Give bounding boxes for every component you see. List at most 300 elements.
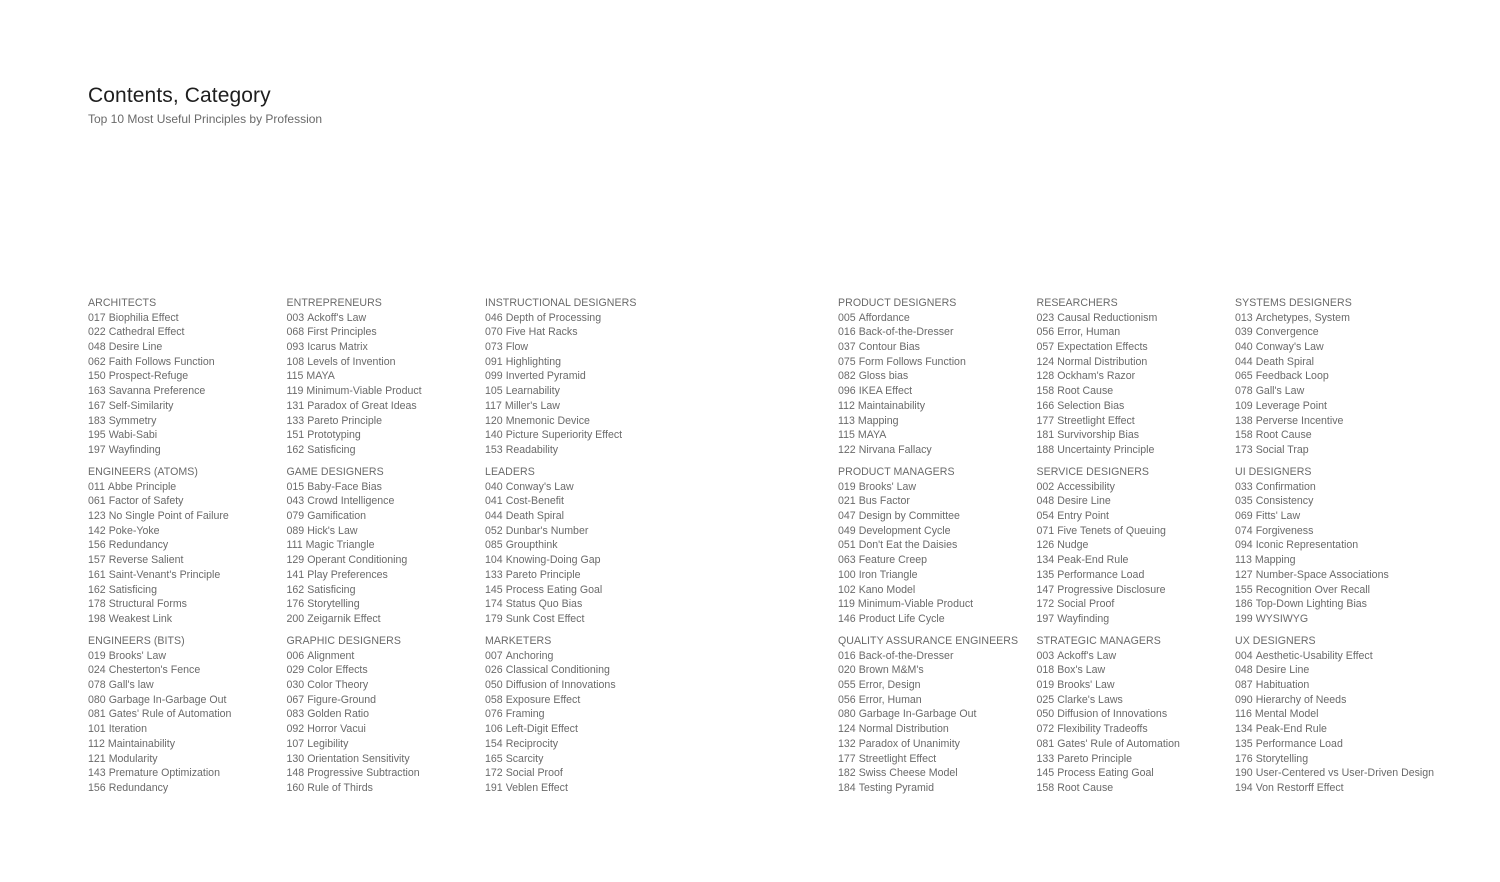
- principle-name: First Principles: [307, 326, 377, 339]
- principle-name: Recognition Over Recall: [1255, 583, 1370, 596]
- principle-name: Iron Triangle: [858, 568, 918, 581]
- principle-number: 052: [485, 524, 503, 537]
- principle-name: Root Cause: [1057, 781, 1114, 794]
- principle-entry: [838, 568, 1048, 583]
- principle-name: Prospect-Refuge: [108, 370, 189, 383]
- principle-entry: [88, 524, 298, 539]
- principle-entry: [485, 737, 695, 752]
- principle-entry: [485, 583, 695, 598]
- principle-number: 067: [286, 693, 305, 706]
- principle-entry: [287, 781, 497, 796]
- principle-number: 200: [286, 612, 305, 625]
- principle-name: Paradox of Unanimity: [858, 737, 960, 750]
- principle-name: Storytelling: [307, 598, 360, 611]
- principle-name: Color Theory: [307, 679, 369, 692]
- principle-name: Reciprocity: [505, 737, 559, 750]
- principle-entry: [88, 649, 298, 664]
- principle-number: 112: [838, 399, 855, 412]
- principle-name: Confirmation: [1255, 480, 1316, 493]
- principle-number: 154: [485, 737, 503, 750]
- principle-entry: [287, 524, 497, 539]
- principle-name: Death Spiral: [1255, 355, 1314, 368]
- principle-entry: [287, 663, 497, 678]
- principle-name: Wabi-Sabi: [108, 429, 158, 442]
- principle-number: 030: [286, 679, 305, 692]
- principle-number: 197: [88, 443, 106, 456]
- principle-entry: [287, 553, 497, 568]
- principle-name: Entry Point: [1057, 510, 1110, 523]
- principle-name: Design by Committee: [858, 510, 960, 523]
- principle-name: Maintainability: [857, 399, 926, 412]
- principle-name: MAYA: [306, 370, 335, 383]
- principle-entry: [287, 340, 497, 355]
- principle-name: Minimum-Viable Product: [857, 598, 974, 611]
- category-section-graphic-designers: [287, 634, 497, 796]
- principle-entry: [838, 781, 1048, 796]
- principle-number: 019: [88, 649, 106, 662]
- principle-name: Progressive Subtraction: [307, 767, 420, 780]
- principle-entry: [1037, 325, 1247, 340]
- category-heading: RESEARCHERS: [1036, 297, 1118, 309]
- category-section-researchers: [1037, 296, 1247, 458]
- principle-entry: [88, 737, 298, 752]
- principle-number: 162: [88, 583, 106, 596]
- principle-name: Framing: [505, 708, 545, 721]
- principle-entry: [287, 414, 497, 429]
- principle-entry: [485, 693, 695, 708]
- principle-entry: [838, 678, 1048, 693]
- principle-entry: [485, 707, 695, 722]
- principle-entry: [88, 443, 298, 458]
- principle-number: 021: [838, 495, 856, 508]
- principle-entry: [287, 597, 497, 612]
- principle-name: Baby-Face Bias: [307, 480, 382, 493]
- principle-number: 092: [286, 723, 305, 736]
- principle-name: IKEA Effect: [858, 385, 913, 398]
- principle-number: 101: [88, 723, 106, 736]
- principle-number: 078: [1235, 385, 1253, 398]
- principle-name: Causal Reductionism: [1057, 311, 1158, 324]
- principle-number: 006: [286, 649, 305, 662]
- principle-entry: [1235, 693, 1445, 708]
- principle-number: 194: [1235, 781, 1253, 794]
- principle-entry: [485, 414, 695, 429]
- principle-entry: [485, 369, 695, 384]
- principle-name: Peak-End Rule: [1255, 723, 1327, 736]
- principle-entry: [485, 568, 695, 583]
- principle-name: Flow: [505, 341, 529, 354]
- principle-number: 190: [1235, 767, 1253, 780]
- principle-name: Crowd Intelligence: [307, 495, 395, 508]
- principle-number: 195: [88, 429, 106, 442]
- principle-name: Iconic Representation: [1255, 539, 1359, 552]
- principle-number: 143: [88, 767, 106, 780]
- principle-name: Minimum-Viable Product: [306, 385, 422, 398]
- page-subtitle: Top 10 Most Useful Principles by Profession: [88, 112, 323, 126]
- principle-number: 131: [286, 399, 305, 412]
- principle-number: 112: [88, 737, 105, 750]
- principle-name: User-Centered vs User-Driven Design: [1255, 767, 1435, 780]
- principle-entry: [1037, 707, 1247, 722]
- principle-name: Convergence: [1255, 326, 1319, 339]
- principle-number: 076: [485, 708, 503, 721]
- principle-number: 178: [88, 598, 106, 611]
- principle-entry: [838, 752, 1048, 767]
- principle-number: 162: [286, 443, 305, 456]
- principle-number: 156: [88, 781, 106, 794]
- principle-number: 111: [286, 539, 303, 552]
- principle-number: 055: [838, 679, 856, 692]
- principle-entry: [1235, 766, 1445, 781]
- principle-name: Cost-Benefit: [505, 495, 564, 508]
- principle-number: 191: [485, 781, 503, 794]
- principle-entry: [485, 722, 695, 737]
- principle-entry: [287, 311, 497, 326]
- principle-entry: [1037, 509, 1247, 524]
- principle-entry: [485, 597, 695, 612]
- principle-name: Wayfinding: [1057, 612, 1110, 625]
- principle-entry: [287, 752, 497, 767]
- principle-name: Normal Distribution: [858, 723, 949, 736]
- principle-name: Satisficing: [307, 583, 356, 596]
- principle-entry: [1235, 722, 1445, 737]
- principle-name: MAYA: [857, 429, 887, 442]
- principle-entry: [1235, 649, 1445, 664]
- principle-number: 167: [88, 399, 106, 412]
- category-section-service-designers: [1037, 465, 1247, 627]
- principle-number: 089: [286, 524, 305, 537]
- principle-entry: [88, 340, 298, 355]
- principle-name: Desire Line: [1255, 664, 1310, 677]
- principle-number: 124: [1036, 355, 1055, 368]
- principle-number: 093: [286, 341, 305, 354]
- principle-entry: [88, 568, 298, 583]
- category-heading: INSTRUCTIONAL DESIGNERS: [485, 297, 637, 309]
- principle-name: Accessibility: [1057, 480, 1115, 493]
- principle-entry: [1235, 480, 1445, 495]
- principle-entry: [1235, 568, 1445, 583]
- principle-number: 041: [485, 495, 503, 508]
- principle-name: Alignment: [307, 649, 355, 662]
- principle-name: Highlighting: [505, 355, 562, 368]
- principle-name: Left-Digit Effect: [505, 723, 578, 736]
- principle-entry: [485, 494, 695, 509]
- principle-entry: [88, 311, 298, 326]
- principle-number: 108: [286, 355, 305, 368]
- principle-name: Flexibility Tradeoffs: [1057, 723, 1148, 736]
- category-heading: SYSTEMS DESIGNERS: [1235, 297, 1352, 309]
- principle-name: Structural Forms: [108, 598, 187, 611]
- principle-number: 016: [838, 326, 856, 339]
- category-section-instructional-designers: [485, 296, 695, 458]
- principle-name: Biophilia Effect: [108, 311, 179, 324]
- principle-entry: [1235, 781, 1445, 796]
- principle-entry: [287, 480, 497, 495]
- principle-number: 121: [88, 752, 106, 765]
- principle-name: Miller's Law: [504, 399, 560, 412]
- category-heading: ENGINEERS (BITS): [88, 635, 185, 647]
- principle-entry: [88, 553, 298, 568]
- principle-name: Von Restorff Effect: [1255, 781, 1344, 794]
- principle-name: Iteration: [108, 723, 147, 736]
- principle-name: Cathedral Effect: [108, 326, 185, 339]
- principle-name: Gall's law: [108, 679, 154, 692]
- principle-entry: [838, 384, 1048, 399]
- principle-name: Contour Bias: [858, 341, 920, 354]
- principle-number: 165: [485, 752, 503, 765]
- principle-entry: [287, 494, 497, 509]
- category-heading: UI DESIGNERS: [1235, 466, 1312, 478]
- principle-name: Zeigarnik Effect: [307, 612, 381, 625]
- principle-name: Redundancy: [108, 781, 169, 794]
- principle-name: Back-of-the-Dresser: [858, 326, 954, 339]
- principle-number: 019: [1036, 679, 1055, 692]
- principle-entry: [287, 355, 497, 370]
- principle-number: 040: [485, 480, 503, 493]
- principle-name: Error, Human: [1057, 326, 1121, 339]
- principle-number: 133: [286, 414, 305, 427]
- principle-name: Habituation: [1255, 679, 1310, 692]
- principle-name: Levels of Invention: [307, 355, 396, 368]
- principle-number: 073: [485, 341, 503, 354]
- principle-number: 054: [1036, 510, 1055, 523]
- principle-number: 102: [838, 583, 856, 596]
- category-section-product-designers: [838, 296, 1048, 458]
- principle-name: Horror Vacui: [307, 723, 366, 736]
- principle-name: Forgiveness: [1255, 524, 1314, 537]
- category-heading: STRATEGIC MANAGERS: [1036, 635, 1161, 647]
- principle-name: Play Preferences: [307, 568, 388, 581]
- principle-entry: [88, 678, 298, 693]
- principle-number: 078: [88, 679, 106, 692]
- principle-name: Saint-Venant's Principle: [108, 568, 221, 581]
- principle-entry: [1037, 428, 1247, 443]
- principle-number: 183: [88, 414, 106, 427]
- principle-entry: [88, 494, 298, 509]
- principle-name: Factor of Safety: [108, 495, 184, 508]
- principle-name: Modularity: [108, 752, 158, 765]
- principle-entry: [485, 311, 695, 326]
- principle-name: Perverse Incentive: [1255, 414, 1344, 427]
- principle-number: 176: [286, 598, 305, 611]
- principle-number: 107: [286, 737, 305, 750]
- principle-name: Garbage In-Garbage Out: [858, 708, 977, 721]
- principle-name: Five Hat Racks: [505, 326, 578, 339]
- principle-number: 163: [88, 385, 106, 398]
- principle-number: 119: [838, 598, 855, 611]
- principle-name: Premature Optimization: [108, 767, 220, 780]
- principle-number: 005: [838, 311, 856, 324]
- principle-number: 148: [286, 767, 305, 780]
- principle-entry: [838, 325, 1048, 340]
- principle-name: Figure-Ground: [307, 693, 377, 706]
- principle-number: 150: [88, 370, 106, 383]
- principle-name: Selection Bias: [1057, 399, 1125, 412]
- principle-number: 090: [1235, 693, 1253, 706]
- principle-name: Sunk Cost Effect: [505, 612, 585, 625]
- principle-name: Box's Law: [1057, 664, 1106, 677]
- principle-name: Golden Ratio: [307, 708, 370, 721]
- principle-number: 113: [838, 414, 855, 427]
- principle-number: 141: [286, 568, 305, 581]
- principle-number: 145: [1036, 767, 1055, 780]
- principle-name: Color Effects: [307, 664, 368, 677]
- principle-entry: [1037, 663, 1247, 678]
- principle-entry: [838, 737, 1048, 752]
- principle-number: 127: [1235, 568, 1253, 581]
- principle-entry: [485, 678, 695, 693]
- principle-number: 070: [485, 326, 503, 339]
- principle-entry: [88, 597, 298, 612]
- principle-entry: [838, 766, 1048, 781]
- principle-entry: [287, 428, 497, 443]
- principle-number: 096: [838, 385, 856, 398]
- principle-name: Brooks' Law: [1057, 679, 1115, 692]
- principle-name: Status Quo Bias: [505, 598, 583, 611]
- principle-entry: [1235, 678, 1445, 693]
- principle-entry: [1235, 707, 1445, 722]
- principle-entry: [287, 369, 497, 384]
- category-heading: GAME DESIGNERS: [286, 466, 384, 478]
- principle-number: 134: [1235, 723, 1253, 736]
- principle-entry: [838, 707, 1048, 722]
- principle-number: 142: [88, 524, 106, 537]
- principle-number: 157: [88, 554, 106, 567]
- principle-name: Savanna Preference: [108, 385, 206, 398]
- principle-name: Hierarchy of Needs: [1255, 693, 1347, 706]
- principle-name: Brooks' Law: [108, 649, 167, 662]
- principle-number: 155: [1235, 583, 1253, 596]
- principle-name: Product Life Cycle: [858, 612, 945, 625]
- principle-number: 056: [838, 693, 856, 706]
- principle-number: 162: [286, 583, 305, 596]
- principle-entry: [1235, 443, 1445, 458]
- principle-entry: [485, 766, 695, 781]
- principle-entry: [1037, 494, 1247, 509]
- principle-name: Orientation Sensitivity: [307, 752, 410, 765]
- principle-number: 158: [1235, 429, 1253, 442]
- principle-name: Root Cause: [1255, 429, 1312, 442]
- principle-number: 044: [1235, 355, 1253, 368]
- principle-number: 100: [838, 568, 856, 581]
- category-heading: UX DESIGNERS: [1235, 635, 1316, 647]
- principle-entry: [1037, 781, 1247, 796]
- principle-entry: [1037, 480, 1247, 495]
- principle-name: Weakest Link: [108, 612, 173, 625]
- principle-entry: [1235, 612, 1445, 627]
- principle-name: Affordance: [858, 311, 910, 324]
- principle-entry: [1235, 737, 1445, 752]
- principle-entry: [287, 649, 497, 664]
- principle-number: 081: [88, 708, 106, 721]
- principle-entry: [838, 538, 1048, 553]
- principle-entry: [1037, 399, 1247, 414]
- principle-number: 048: [88, 341, 106, 354]
- principle-entry: [838, 524, 1048, 539]
- principle-number: 003: [286, 311, 305, 324]
- principle-name: Maintainability: [107, 737, 176, 750]
- principle-entry: [1037, 553, 1247, 568]
- principle-entry: [1037, 752, 1247, 767]
- category-heading: QUALITY ASSURANCE ENGINEERS: [838, 635, 1019, 647]
- principle-entry: [1235, 583, 1445, 598]
- principle-entry: [485, 649, 695, 664]
- principle-name: Fitts' Law: [1255, 510, 1301, 523]
- principle-name: Error, Human: [858, 693, 922, 706]
- principle-name: Depth of Processing: [505, 311, 602, 324]
- principle-entry: [838, 693, 1048, 708]
- page-title: Contents, Category: [88, 84, 271, 107]
- principle-name: Abbe Principle: [107, 480, 177, 493]
- principle-number: 050: [1036, 708, 1055, 721]
- principle-number: 046: [485, 311, 503, 324]
- principle-name: Satisficing: [108, 583, 157, 596]
- principle-entry: [838, 355, 1048, 370]
- principle-name: Poke-Yoke: [108, 524, 160, 537]
- principle-entry: [1235, 414, 1445, 429]
- principle-name: Feedback Loop: [1255, 370, 1329, 383]
- principle-number: 022: [88, 326, 106, 339]
- principle-entry: [485, 325, 695, 340]
- principle-number: 058: [485, 693, 503, 706]
- category-heading: MARKETERS: [485, 635, 552, 647]
- principle-name: Dunbar's Number: [505, 524, 589, 537]
- principle-number: 151: [286, 429, 305, 442]
- principle-entry: [1037, 340, 1247, 355]
- principle-name: Bus Factor: [858, 495, 910, 508]
- principle-entry: [287, 443, 497, 458]
- principle-number: 130: [286, 752, 305, 765]
- principle-number: 174: [485, 598, 503, 611]
- principle-number: 158: [1036, 781, 1055, 794]
- principle-number: 013: [1235, 311, 1253, 324]
- principle-number: 063: [838, 554, 856, 567]
- principle-entry: [838, 443, 1048, 458]
- principle-number: 135: [1036, 568, 1055, 581]
- principle-number: 128: [1036, 370, 1055, 383]
- principle-name: Anchoring: [505, 649, 554, 662]
- principle-entry: [287, 612, 497, 627]
- principle-number: 134: [1036, 554, 1055, 567]
- principle-entry: [838, 509, 1048, 524]
- category-heading: ARCHITECTS: [88, 297, 157, 309]
- principle-number: 120: [485, 414, 503, 427]
- principle-name: Garbage In-Garbage Out: [108, 693, 227, 706]
- principle-number: 106: [485, 723, 503, 736]
- principle-entry: [88, 325, 298, 340]
- principle-number: 040: [1235, 341, 1253, 354]
- principle-number: 016: [838, 649, 856, 662]
- principle-number: 024: [88, 664, 106, 677]
- principle-name: Hick's Law: [307, 524, 358, 537]
- principle-entry: [1037, 311, 1247, 326]
- principle-name: Conway's Law: [1255, 341, 1324, 354]
- principle-entry: [1235, 340, 1445, 355]
- principle-number: 172: [1036, 598, 1055, 611]
- principle-number: 177: [838, 752, 856, 765]
- principle-number: 186: [1235, 598, 1253, 611]
- principle-number: 091: [485, 355, 503, 368]
- principle-entry: [1235, 553, 1445, 568]
- principle-name: Normal Distribution: [1057, 355, 1148, 368]
- principle-number: 129: [286, 554, 305, 567]
- category-section-systems-designers: [1235, 296, 1445, 458]
- principle-entry: [838, 340, 1048, 355]
- principle-name: Conway's Law: [505, 480, 574, 493]
- principle-name: Inverted Pyramid: [505, 370, 586, 383]
- principle-name: Back-of-the-Dresser: [858, 649, 954, 662]
- principle-name: Rule of Thirds: [307, 781, 373, 794]
